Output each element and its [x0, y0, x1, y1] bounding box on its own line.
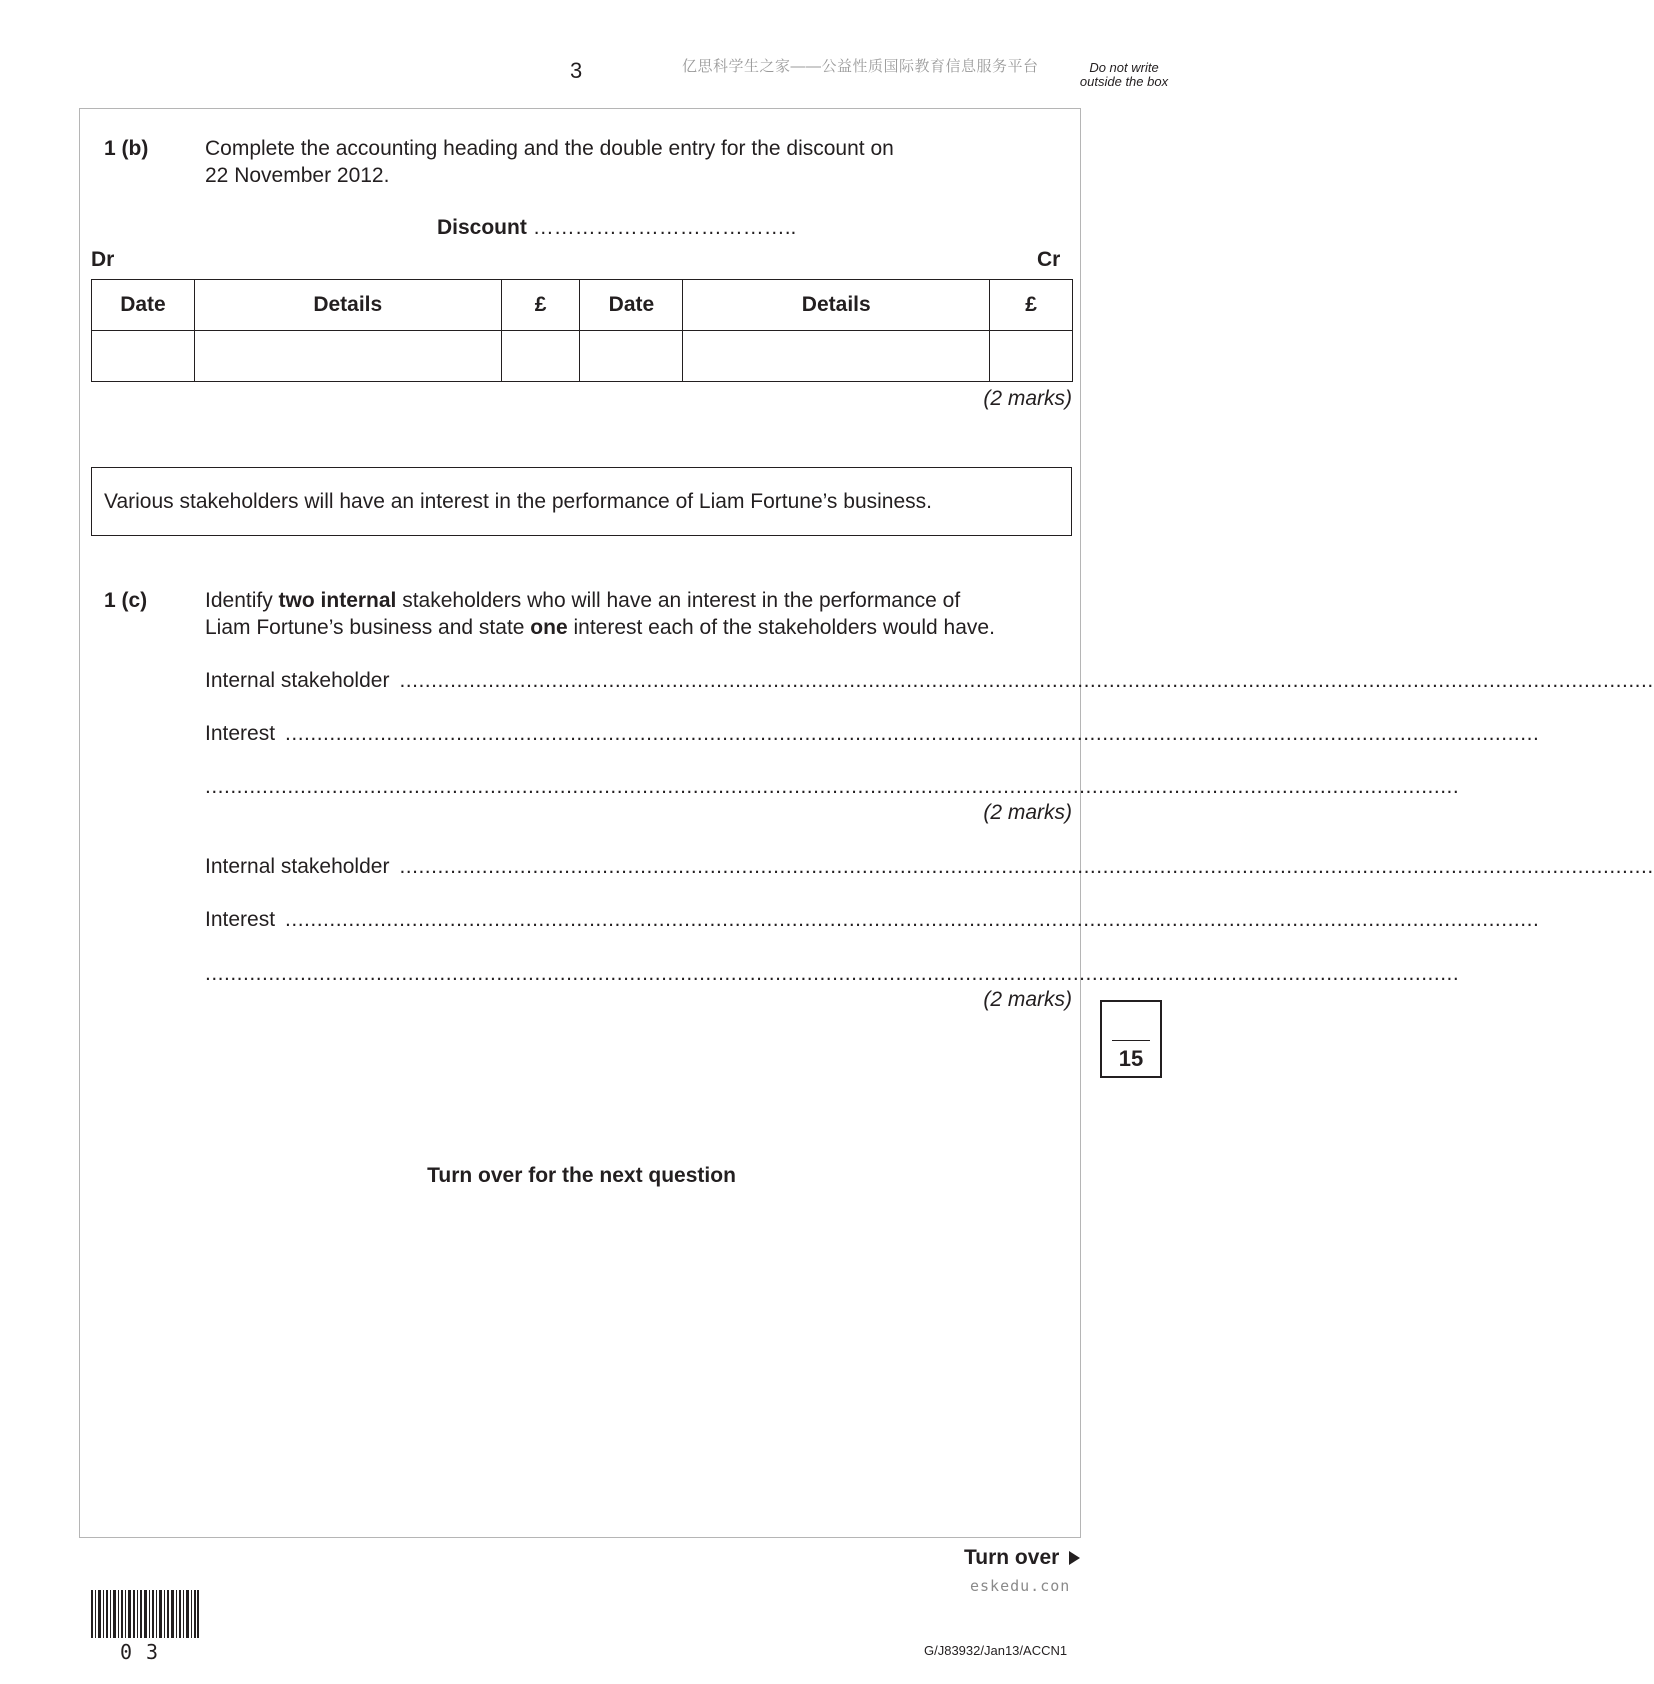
question-number-1c: 1 (c)	[104, 589, 148, 612]
interest-1-continuation-line[interactable]	[205, 775, 1460, 799]
ledger-cell-amount-dr[interactable]	[501, 331, 580, 382]
site-watermark: eskedu.con	[970, 1577, 1071, 1595]
ledger-cell-details-dr[interactable]	[194, 331, 501, 382]
credit-label: Cr	[1037, 248, 1061, 271]
interest-2-answer[interactable]: ......................................................................................................................................................................................................	[285, 908, 1540, 931]
ledger-header-details-cr: Details	[683, 280, 990, 331]
interest-1-continuation[interactable]: ......................................................................................................................................................................................................	[205, 775, 1460, 798]
marks-1c-second: (2 marks)	[983, 988, 1072, 1011]
barcode-icon	[91, 1590, 199, 1638]
ledger-header-amount-dr: £	[501, 280, 580, 331]
question-text-1b	[205, 135, 894, 189]
ledger-header-amount-cr: £	[990, 280, 1073, 331]
ledger-entry-row	[92, 331, 1073, 382]
stakeholder-2-label: Internal stakeholder	[205, 855, 390, 878]
ledger-cell-amount-cr[interactable]	[990, 331, 1073, 382]
page-number: 3	[570, 58, 583, 83]
question-text-1b-line1: Complete the accounting heading and the double entry for the discount on	[205, 137, 894, 160]
ledger-header-date-cr: Date	[580, 280, 683, 331]
stakeholder-1-label: Internal stakeholder	[205, 669, 390, 692]
score-box-value: 15	[1118, 1046, 1144, 1071]
barcode-number: 03	[120, 1640, 173, 1664]
interest-1-line[interactable]	[205, 722, 1540, 746]
watermark: 亿思科学生之家——公益性质国际教育信息服务平台	[682, 58, 1039, 75]
account-heading	[437, 216, 796, 240]
turn-over-next-question: Turn over for the next question	[427, 1164, 736, 1187]
account-heading-title: Discount	[437, 216, 527, 239]
margin-note: Do not write outside the box	[1079, 60, 1169, 89]
ledger-cell-details-cr[interactable]	[683, 331, 990, 382]
interest-2-continuation[interactable]: ......................................................................................................................................................................................................	[205, 962, 1460, 985]
ledger-cell-date-dr[interactable]	[92, 331, 195, 382]
ledger-header-details-dr: Details	[194, 280, 501, 331]
interest-1-label: Interest	[205, 722, 276, 745]
question-text-1b-line2: 22 November 2012.	[205, 164, 390, 187]
stakeholder-2-line[interactable]	[205, 855, 1654, 879]
question-text-1c-line1: Identify two internal stakeholders who will have an interest in the performance of	[205, 589, 961, 612]
question-text-1c	[205, 587, 995, 641]
stakeholder-2-answer[interactable]: ......................................................................................................................................................................................................	[399, 855, 1654, 878]
ledger-cell-date-cr[interactable]	[580, 331, 683, 382]
debit-label: Dr	[91, 248, 115, 271]
interest-2-continuation-line[interactable]	[205, 962, 1460, 986]
question-number-1b: 1 (b)	[104, 137, 149, 160]
interest-1-answer[interactable]: ......................................................................................................................................................................................................	[285, 722, 1540, 745]
stakeholder-1-answer[interactable]: ......................................................................................................................................................................................................	[399, 669, 1654, 692]
interest-2-label: Interest	[205, 908, 276, 931]
paper-reference: G/J83932/Jan13/ACCN1	[924, 1643, 1068, 1658]
triangle-right-icon	[1069, 1551, 1080, 1565]
stakeholder-1-line[interactable]	[205, 669, 1654, 693]
examiner-score-box	[1100, 1000, 1162, 1078]
interest-2-line[interactable]	[205, 908, 1540, 932]
turn-over-label: Turn over	[964, 1546, 1060, 1569]
marks-1b: (2 marks)	[983, 387, 1072, 410]
ledger-table	[91, 279, 1073, 382]
ledger-header-date-dr: Date	[92, 280, 195, 331]
ledger-header-row	[92, 280, 1073, 331]
marks-1c-first: (2 marks)	[983, 801, 1072, 824]
turn-over	[964, 1546, 1080, 1570]
score-box-rule	[1112, 1040, 1150, 1041]
account-heading-blank[interactable]: ………………………………..	[532, 216, 797, 239]
stakeholder-intro-box: Various stakeholders will have an interest in the performance of Liam Fortune’s business.	[91, 467, 1072, 536]
question-text-1c-line2: Liam Fortune’s business and state one interest each of the stakeholders would have.	[205, 616, 995, 639]
